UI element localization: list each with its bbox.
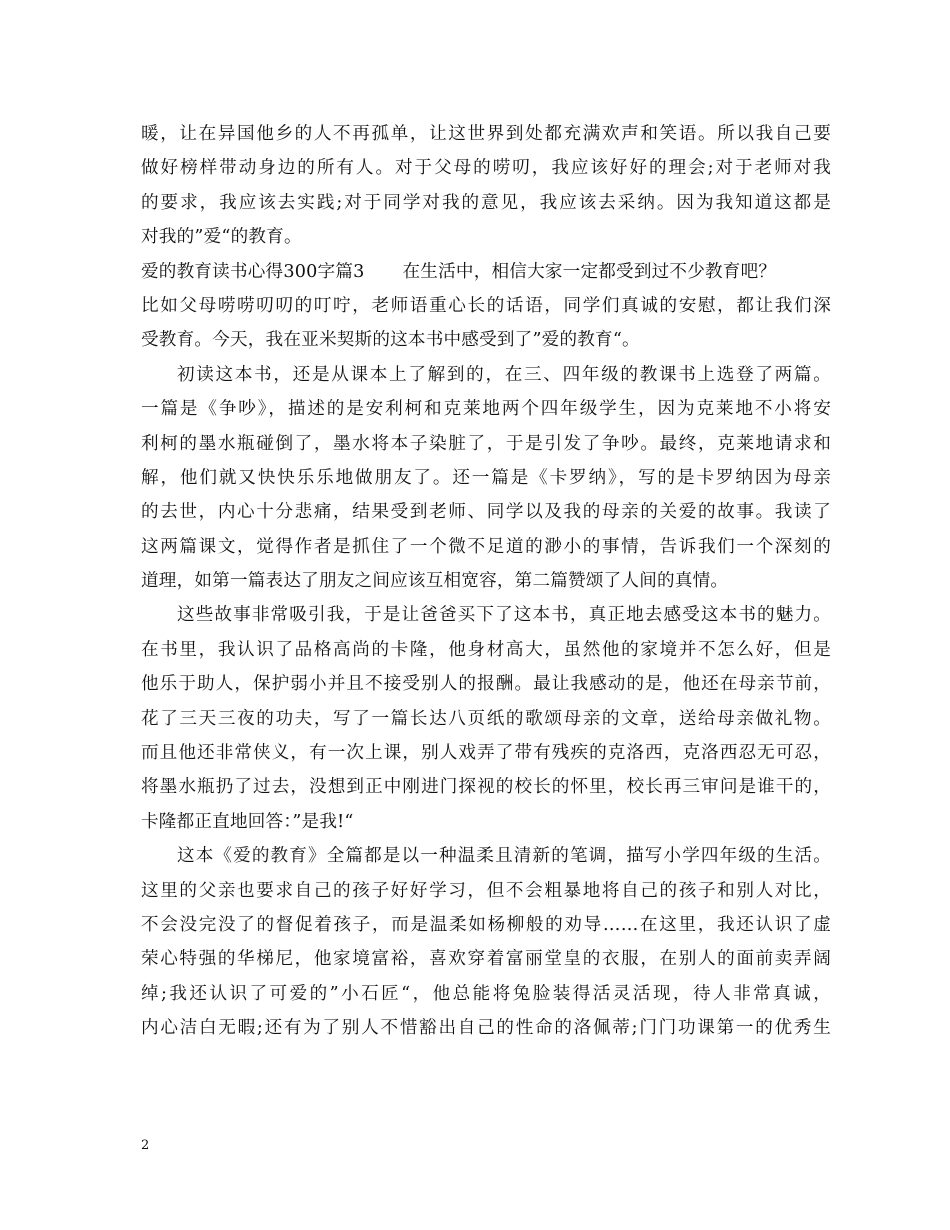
text-line: 在书里，我认识了品格高尚的卡隆，他身材高大，虽然他的家境并不怎么好，但是 [141,639,831,660]
page-number: 2 [141,1138,150,1153]
text-line: 绰;我还认识了可爱的”小石匠“，他总能将兔脸装得活灵活现，待人非常真诚， [141,983,831,1004]
text-line: 受教育。今天，我在亚米契斯的这本书中感受到了”爱的教育“。 [141,330,640,351]
section-heading-line [141,255,831,289]
text-line: 他乐于助人，保护弱小并且不接受别人的报酬。最让我感动的是，他还在母亲节前， [141,674,831,695]
paragraph-first-line: 这些故事非常吸引我，于是让爸爸买下了这本书，真正地去感受这本书的魅力。 [177,605,831,626]
text-line: 利柯的墨水瓶碰倒了，墨水将本子染脏了，于是引发了争吵。最终，克莱地请求和 [141,433,831,454]
paragraph-first-line: 这本《爱的教育》全篇都是以一种温柔且清新的笔调，描写小学四年级的生活。 [177,846,831,867]
text-line: 荣心特强的华梯尼，他家境富裕，喜欢穿着富丽堂皇的衣服，在别人的面前卖弄阔 [141,949,831,970]
text-line: 而且他还非常侠义，有一次上课，别人戏弄了带有残疾的克洛西，克洛西忍无可忍， [141,743,831,764]
body-text [141,117,831,1046]
text-line: 一篇是《争吵》，描述的是安利柯和克莱地两个四年级学生，因为克莱地不小将安 [141,399,831,420]
text-line: 花了三天三夜的功夫，写了一篇长达八页纸的歌颂母亲的文章，送给母亲做礼物。 [141,708,831,729]
text-line: 内心洁白无暇;还有为了别人不惜豁出自己的性命的洛佩蒂;门门功课第一的优秀生 [141,1018,831,1039]
paragraph-first-line: 初读这本书，还是从课本上了解到的，在三、四年级的教课书上选登了两篇。 [177,364,831,385]
text-line: 做好榜样带动身边的所有人。对于父母的唠叨，我应该好好的理会;对于老师对我 [141,158,831,179]
text-line: 比如父母唠唠叨叨的叮咛，老师语重心长的话语，同学们真诚的安慰，都让我们深 [141,295,831,316]
text-line: 暖，让在异国他乡的人不再孤单，让这世界到处都充满欢声和笑语。所以我自己要 [141,124,831,144]
section-intro: 在生活中，相信大家一定都受到过不少教育吧？ [402,261,777,282]
text-line: 卡隆都正直地回答：”是我!“ [141,811,354,832]
text-line: 对我的”爱“的教育。 [141,227,302,248]
text-line: 不会没完没了的督促着孩子，而是温柔如杨柳般的劝导……在这里，我还认识了虚 [141,914,831,935]
text-line: 解，他们就又快快乐乐地做朋友了。还一篇是《卡罗纳》，写的是卡罗纳因为母亲 [141,467,831,488]
text-line: 这两篇课文，觉得作者是抓住了一个微不足道的渺小的事情，告诉我们一个深刻的 [141,536,831,557]
text-line: 的要求，我应该去实践;对于同学对我的意见，我应该去采纳。因为我知道这都是 [141,192,831,213]
text-line: 道理，如第一篇表达了朋友之间应该互相宽容，第二篇赞颂了人间的真情。 [141,571,729,592]
text-line: 的去世，内心十分悲痛，结果受到老师、同学以及我的母亲的关爱的故事。我读了 [141,502,831,523]
text-line: 这里的父亲也要求自己的孩子好好学习，但不会粗暴地将自己的孩子和别人对比， [141,880,831,901]
section-heading: 爱的教育读书心得300字篇3 [141,261,365,282]
text-line: 将墨水瓶扔了过去，没想到正中刚进门探视的校长的怀里，校长再三审问是谁干的， [141,777,831,798]
